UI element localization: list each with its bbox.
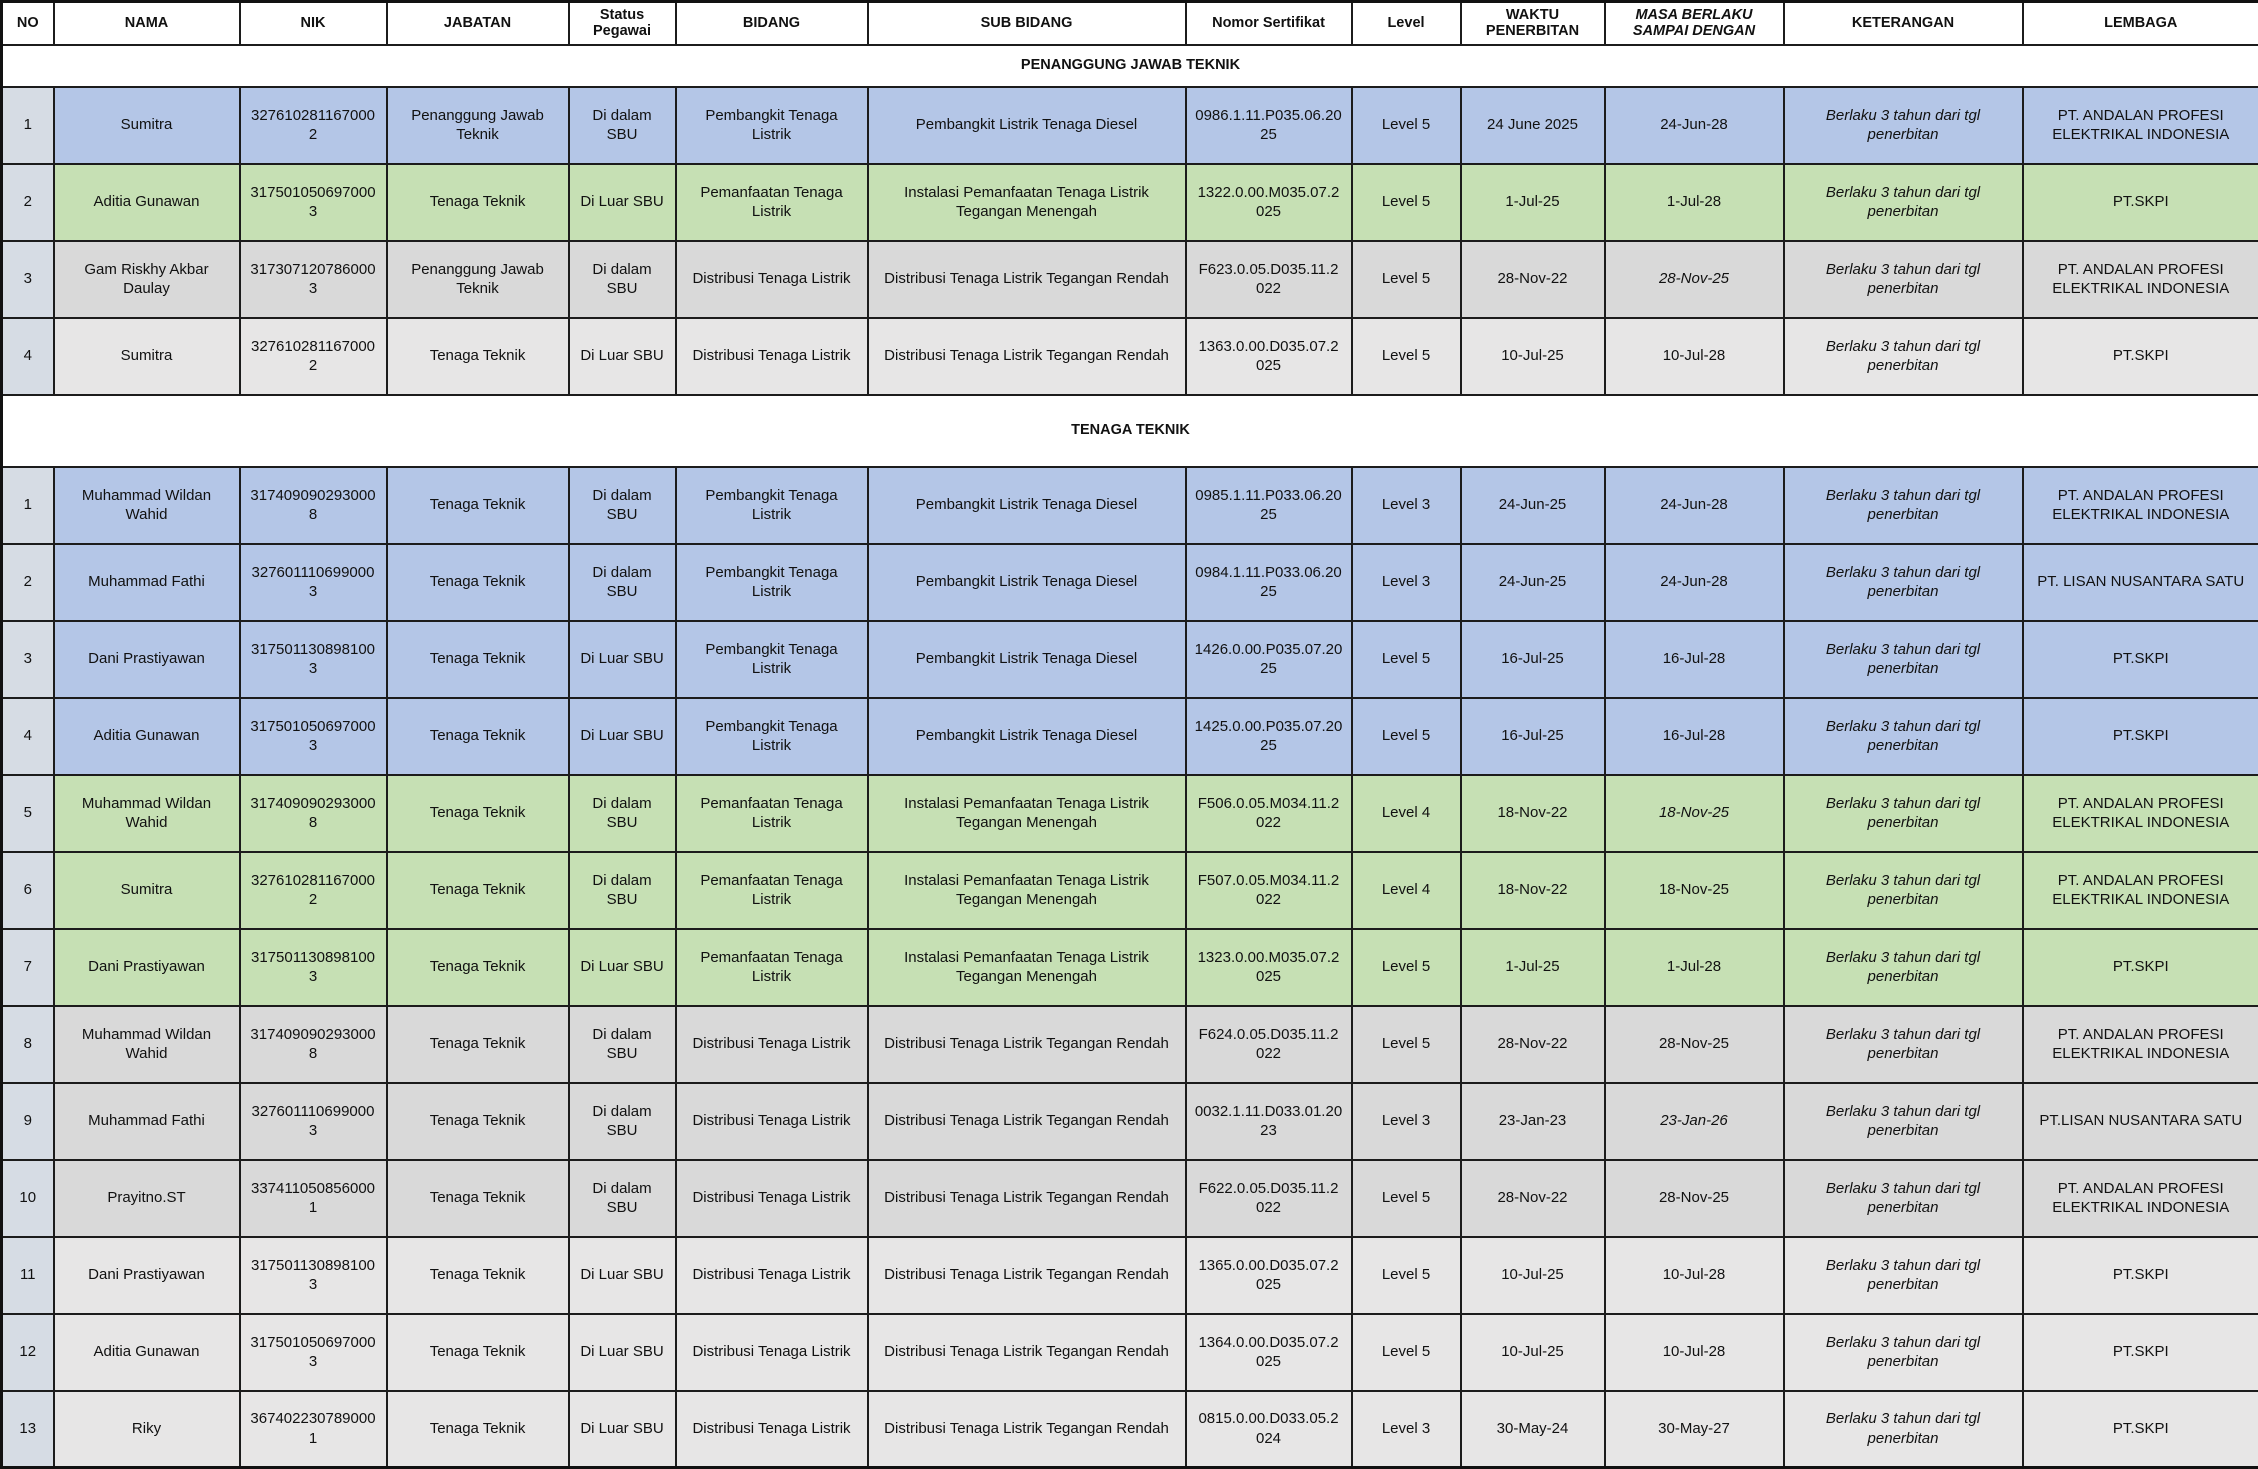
cell-lembaga: PT. LISAN NUSANTARA SATU	[2023, 544, 2258, 621]
table-row	[2, 929, 2258, 1006]
cell-status: Di Luar SBU	[569, 1314, 676, 1391]
cell-no: 1	[2, 87, 54, 164]
cell-lembaga: PT. ANDALAN PROFESI ELEKTRIKAL INDONESIA	[2023, 775, 2258, 852]
cell-bidang: Pembangkit Tenaga Listrik	[676, 87, 868, 164]
cell-level: Level 5	[1352, 698, 1461, 775]
cell-keterangan: Berlaku 3 tahun dari tgl penerbitan	[1784, 775, 2023, 852]
cell-sub_bidang: Pembangkit Listrik Tenaga Diesel	[868, 467, 1186, 544]
cell-waktu_penerbitan: 24-Jun-25	[1461, 467, 1605, 544]
cell-sub_bidang: Distribusi Tenaga Listrik Tegangan Rendah	[868, 1391, 1186, 1468]
cell-sub_bidang: Pembangkit Listrik Tenaga Diesel	[868, 87, 1186, 164]
cell-bidang: Distribusi Tenaga Listrik	[676, 1237, 868, 1314]
cell-nama: Muhammad Wildan Wahid	[54, 775, 240, 852]
cell-keterangan: Berlaku 3 tahun dari tgl penerbitan	[1784, 1391, 2023, 1468]
cell-jabatan: Tenaga Teknik	[387, 775, 569, 852]
cell-keterangan: Berlaku 3 tahun dari tgl penerbitan	[1784, 1237, 2023, 1314]
cell-jabatan: Tenaga Teknik	[387, 1391, 569, 1468]
table-row	[2, 621, 2258, 698]
cell-masa_berlaku: 28-Nov-25	[1605, 241, 1784, 318]
column-header-no: NO	[2, 2, 54, 45]
cell-nama: Gam Riskhy Akbar Daulay	[54, 241, 240, 318]
cell-masa_berlaku: 24-Jun-28	[1605, 544, 1784, 621]
cell-jabatan: Tenaga Teknik	[387, 698, 569, 775]
cell-no: 5	[2, 775, 54, 852]
cell-nama: Dani Prastiyawan	[54, 929, 240, 1006]
column-header-waktu_penerbitan: WAKTU PENERBITAN	[1461, 2, 1605, 45]
cell-bidang: Pemanfaatan Tenaga Listrik	[676, 929, 868, 1006]
cell-masa_berlaku: 16-Jul-28	[1605, 698, 1784, 775]
cell-level: Level 3	[1352, 467, 1461, 544]
cell-lembaga: PT.SKPI	[2023, 1237, 2258, 1314]
cell-waktu_penerbitan: 28-Nov-22	[1461, 1006, 1605, 1083]
cell-lembaga: PT.SKPI	[2023, 929, 2258, 1006]
cell-sub_bidang: Pembangkit Listrik Tenaga Diesel	[868, 698, 1186, 775]
section-title: TENAGA TEKNIK	[2, 395, 2258, 467]
cell-masa_berlaku: 18-Nov-25	[1605, 852, 1784, 929]
cell-bidang: Distribusi Tenaga Listrik	[676, 241, 868, 318]
cell-jabatan: Tenaga Teknik	[387, 164, 569, 241]
cell-keterangan: Berlaku 3 tahun dari tgl penerbitan	[1784, 1006, 2023, 1083]
cell-nik: 3175011308981003	[240, 1237, 387, 1314]
cell-nik: 3374110508560001	[240, 1160, 387, 1237]
cell-masa_berlaku: 16-Jul-28	[1605, 621, 1784, 698]
table-header	[2, 2, 2258, 45]
cell-status: Di dalam SBU	[569, 241, 676, 318]
cell-nomor_sertifikat: F506.0.05.M034.11.2022	[1186, 775, 1352, 852]
cell-no: 9	[2, 1083, 54, 1160]
cell-waktu_penerbitan: 18-Nov-22	[1461, 852, 1605, 929]
column-header-status: Status Pegawai	[569, 2, 676, 45]
table-row	[2, 698, 2258, 775]
cell-nik: 3276011106990003	[240, 544, 387, 621]
table-row	[2, 1006, 2258, 1083]
cell-level: Level 3	[1352, 544, 1461, 621]
cell-level: Level 5	[1352, 1314, 1461, 1391]
cell-no: 4	[2, 698, 54, 775]
cell-lembaga: PT.SKPI	[2023, 1314, 2258, 1391]
cell-nik: 3276011106990003	[240, 1083, 387, 1160]
cell-nomor_sertifikat: 1365.0.00.D035.07.2025	[1186, 1237, 1352, 1314]
cell-status: Di dalam SBU	[569, 1006, 676, 1083]
table-row	[2, 775, 2258, 852]
cell-lembaga: PT.SKPI	[2023, 318, 2258, 395]
cell-no: 13	[2, 1391, 54, 1468]
cell-nomor_sertifikat: F623.0.05.D035.11.2022	[1186, 241, 1352, 318]
cell-nomor_sertifikat: F507.0.05.M034.11.2022	[1186, 852, 1352, 929]
cell-bidang: Distribusi Tenaga Listrik	[676, 1083, 868, 1160]
cell-lembaga: PT.SKPI	[2023, 1391, 2258, 1468]
cell-status: Di dalam SBU	[569, 852, 676, 929]
table-row	[2, 1237, 2258, 1314]
cell-masa_berlaku: 30-May-27	[1605, 1391, 1784, 1468]
cell-level: Level 5	[1352, 929, 1461, 1006]
cell-no: 4	[2, 318, 54, 395]
cell-nama: Dani Prastiyawan	[54, 1237, 240, 1314]
cell-nomor_sertifikat: 0985.1.11.P033.06.2025	[1186, 467, 1352, 544]
cell-nik: 3175010506970003	[240, 1314, 387, 1391]
cell-level: Level 5	[1352, 1006, 1461, 1083]
cell-nik: 3174090902930008	[240, 775, 387, 852]
column-header-sub_bidang: SUB BIDANG	[868, 2, 1186, 45]
cell-level: Level 4	[1352, 852, 1461, 929]
cell-nomor_sertifikat: F624.0.05.D035.11.2022	[1186, 1006, 1352, 1083]
cell-level: Level 5	[1352, 318, 1461, 395]
cell-bidang: Distribusi Tenaga Listrik	[676, 1006, 868, 1083]
cell-lembaga: PT.SKPI	[2023, 698, 2258, 775]
table-row	[2, 318, 2258, 395]
cell-lembaga: PT.LISAN NUSANTARA SATU	[2023, 1083, 2258, 1160]
cell-status: Di dalam SBU	[569, 1160, 676, 1237]
cell-no: 3	[2, 241, 54, 318]
section-header-row	[2, 45, 2258, 87]
cell-jabatan: Tenaga Teknik	[387, 1083, 569, 1160]
cell-no: 8	[2, 1006, 54, 1083]
cell-jabatan: Penanggung Jawab Teknik	[387, 241, 569, 318]
cell-waktu_penerbitan: 10-Jul-25	[1461, 1314, 1605, 1391]
cell-no: 1	[2, 467, 54, 544]
cell-sub_bidang: Distribusi Tenaga Listrik Tegangan Rendah	[868, 1083, 1186, 1160]
cell-status: Di dalam SBU	[569, 87, 676, 164]
cell-masa_berlaku: 10-Jul-28	[1605, 1237, 1784, 1314]
cell-nomor_sertifikat: 0984.1.11.P033.06.2025	[1186, 544, 1352, 621]
cell-nik: 3276102811670002	[240, 87, 387, 164]
cell-nama: Aditia Gunawan	[54, 164, 240, 241]
table-row	[2, 164, 2258, 241]
cell-bidang: Distribusi Tenaga Listrik	[676, 1314, 868, 1391]
cell-jabatan: Tenaga Teknik	[387, 621, 569, 698]
cell-keterangan: Berlaku 3 tahun dari tgl penerbitan	[1784, 241, 2023, 318]
cell-nama: Aditia Gunawan	[54, 1314, 240, 1391]
cell-nik: 3175011308981003	[240, 929, 387, 1006]
cell-nama: Prayitno.ST	[54, 1160, 240, 1237]
table-body	[2, 45, 2258, 1468]
cell-nik: 3276102811670002	[240, 852, 387, 929]
cell-waktu_penerbitan: 1-Jul-25	[1461, 929, 1605, 1006]
cell-sub_bidang: Distribusi Tenaga Listrik Tegangan Rendah	[868, 1237, 1186, 1314]
table-row	[2, 544, 2258, 621]
section-header-row	[2, 395, 2258, 467]
cell-nomor_sertifikat: 1363.0.00.D035.07.2025	[1186, 318, 1352, 395]
cell-nomor_sertifikat: 1364.0.00.D035.07.2025	[1186, 1314, 1352, 1391]
cell-waktu_penerbitan: 16-Jul-25	[1461, 621, 1605, 698]
table-row	[2, 1083, 2258, 1160]
table-row	[2, 87, 2258, 164]
cell-bidang: Pemanfaatan Tenaga Listrik	[676, 852, 868, 929]
cell-waktu_penerbitan: 24 June 2025	[1461, 87, 1605, 164]
cell-status: Di dalam SBU	[569, 1083, 676, 1160]
cell-nik: 3175010506970003	[240, 164, 387, 241]
cell-nomor_sertifikat: 1426.0.00.P035.07.2025	[1186, 621, 1352, 698]
cell-jabatan: Tenaga Teknik	[387, 1006, 569, 1083]
cell-sub_bidang: Instalasi Pemanfaatan Tenaga Listrik Tegangan Menengah	[868, 929, 1186, 1006]
cell-nik: 3173071207860003	[240, 241, 387, 318]
cell-status: Di Luar SBU	[569, 621, 676, 698]
cell-waktu_penerbitan: 1-Jul-25	[1461, 164, 1605, 241]
cell-level: Level 5	[1352, 1160, 1461, 1237]
cell-bidang: Distribusi Tenaga Listrik	[676, 1160, 868, 1237]
cell-jabatan: Tenaga Teknik	[387, 1160, 569, 1237]
cell-keterangan: Berlaku 3 tahun dari tgl penerbitan	[1784, 621, 2023, 698]
cell-sub_bidang: Instalasi Pemanfaatan Tenaga Listrik Tegangan Menengah	[868, 164, 1186, 241]
cell-waktu_penerbitan: 28-Nov-22	[1461, 1160, 1605, 1237]
cell-nomor_sertifikat: 0032.1.11.D033.01.2023	[1186, 1083, 1352, 1160]
cell-keterangan: Berlaku 3 tahun dari tgl penerbitan	[1784, 544, 2023, 621]
cell-nama: Dani Prastiyawan	[54, 621, 240, 698]
cell-keterangan: Berlaku 3 tahun dari tgl penerbitan	[1784, 164, 2023, 241]
cell-masa_berlaku: 28-Nov-25	[1605, 1160, 1784, 1237]
column-header-keterangan: KETERANGAN	[1784, 2, 2023, 45]
cell-nik: 3276102811670002	[240, 318, 387, 395]
cell-nomor_sertifikat: 0986.1.11.P035.06.2025	[1186, 87, 1352, 164]
cell-sub_bidang: Pembangkit Listrik Tenaga Diesel	[868, 621, 1186, 698]
cell-sub_bidang: Distribusi Tenaga Listrik Tegangan Rendah	[868, 1160, 1186, 1237]
cell-lembaga: PT. ANDALAN PROFESI ELEKTRIKAL INDONESIA	[2023, 1006, 2258, 1083]
cell-status: Di Luar SBU	[569, 929, 676, 1006]
section-title: PENANGGUNG JAWAB TEKNIK	[2, 45, 2258, 87]
cell-bidang: Pembangkit Tenaga Listrik	[676, 544, 868, 621]
cell-bidang: Pembangkit Tenaga Listrik	[676, 698, 868, 775]
cell-nama: Sumitra	[54, 852, 240, 929]
cell-jabatan: Tenaga Teknik	[387, 544, 569, 621]
cell-masa_berlaku: 1-Jul-28	[1605, 929, 1784, 1006]
cell-keterangan: Berlaku 3 tahun dari tgl penerbitan	[1784, 1083, 2023, 1160]
cell-waktu_penerbitan: 24-Jun-25	[1461, 544, 1605, 621]
cell-lembaga: PT. ANDALAN PROFESI ELEKTRIKAL INDONESIA	[2023, 241, 2258, 318]
cell-no: 6	[2, 852, 54, 929]
cell-no: 7	[2, 929, 54, 1006]
cell-level: Level 5	[1352, 1237, 1461, 1314]
cell-level: Level 5	[1352, 621, 1461, 698]
table-row	[2, 1391, 2258, 1468]
cell-level: Level 3	[1352, 1083, 1461, 1160]
header-row	[2, 2, 2258, 45]
cell-keterangan: Berlaku 3 tahun dari tgl penerbitan	[1784, 698, 2023, 775]
cell-status: Di Luar SBU	[569, 1237, 676, 1314]
cell-no: 10	[2, 1160, 54, 1237]
cell-status: Di dalam SBU	[569, 544, 676, 621]
cell-nomor_sertifikat: 1425.0.00.P035.07.2025	[1186, 698, 1352, 775]
cell-sub_bidang: Pembangkit Listrik Tenaga Diesel	[868, 544, 1186, 621]
cell-lembaga: PT. ANDALAN PROFESI ELEKTRIKAL INDONESIA	[2023, 852, 2258, 929]
cell-level: Level 5	[1352, 164, 1461, 241]
cell-bidang: Pembangkit Tenaga Listrik	[676, 467, 868, 544]
cell-level: Level 4	[1352, 775, 1461, 852]
cell-keterangan: Berlaku 3 tahun dari tgl penerbitan	[1784, 929, 2023, 1006]
cell-no: 2	[2, 164, 54, 241]
cell-status: Di dalam SBU	[569, 775, 676, 852]
cell-lembaga: PT. ANDALAN PROFESI ELEKTRIKAL INDONESIA	[2023, 87, 2258, 164]
cell-jabatan: Tenaga Teknik	[387, 467, 569, 544]
cell-lembaga: PT. ANDALAN PROFESI ELEKTRIKAL INDONESIA	[2023, 467, 2258, 544]
cell-waktu_penerbitan: 23-Jan-23	[1461, 1083, 1605, 1160]
cell-masa_berlaku: 10-Jul-28	[1605, 1314, 1784, 1391]
cell-sub_bidang: Distribusi Tenaga Listrik Tegangan Rendah	[868, 241, 1186, 318]
cell-lembaga: PT. ANDALAN PROFESI ELEKTRIKAL INDONESIA	[2023, 1160, 2258, 1237]
cell-nama: Riky	[54, 1391, 240, 1468]
column-header-nomor_sertifikat: Nomor Sertifikat	[1186, 2, 1352, 45]
column-header-masa_berlaku: MASA BERLAKU SAMPAI DENGAN	[1605, 2, 1784, 45]
cell-nik: 3174090902930008	[240, 467, 387, 544]
cell-masa_berlaku: 24-Jun-28	[1605, 467, 1784, 544]
cell-lembaga: PT.SKPI	[2023, 164, 2258, 241]
cell-keterangan: Berlaku 3 tahun dari tgl penerbitan	[1784, 1314, 2023, 1391]
cell-nik: 3674022307890001	[240, 1391, 387, 1468]
cell-nomor_sertifikat: 0815.0.00.D033.05.2024	[1186, 1391, 1352, 1468]
cell-waktu_penerbitan: 16-Jul-25	[1461, 698, 1605, 775]
cell-nomor_sertifikat: 1323.0.00.M035.07.2025	[1186, 929, 1352, 1006]
cell-waktu_penerbitan: 28-Nov-22	[1461, 241, 1605, 318]
cell-masa_berlaku: 28-Nov-25	[1605, 1006, 1784, 1083]
cell-masa_berlaku: 18-Nov-25	[1605, 775, 1784, 852]
cell-no: 12	[2, 1314, 54, 1391]
cell-sub_bidang: Distribusi Tenaga Listrik Tegangan Rendah	[868, 1314, 1186, 1391]
cell-no: 3	[2, 621, 54, 698]
cell-sub_bidang: Distribusi Tenaga Listrik Tegangan Rendah	[868, 1006, 1186, 1083]
cell-status: Di Luar SBU	[569, 1391, 676, 1468]
table-row	[2, 1314, 2258, 1391]
cell-bidang: Distribusi Tenaga Listrik	[676, 1391, 868, 1468]
cell-keterangan: Berlaku 3 tahun dari tgl penerbitan	[1784, 852, 2023, 929]
cell-nik: 3175011308981003	[240, 621, 387, 698]
cell-jabatan: Penanggung Jawab Teknik	[387, 87, 569, 164]
cell-nik: 3175010506970003	[240, 698, 387, 775]
cell-nama: Aditia Gunawan	[54, 698, 240, 775]
cell-bidang: Pemanfaatan Tenaga Listrik	[676, 775, 868, 852]
cell-nomor_sertifikat: 1322.0.00.M035.07.2025	[1186, 164, 1352, 241]
cell-masa_berlaku: 24-Jun-28	[1605, 87, 1784, 164]
cell-sub_bidang: Instalasi Pemanfaatan Tenaga Listrik Tegangan Menengah	[868, 852, 1186, 929]
column-header-nama: NAMA	[54, 2, 240, 45]
cell-masa_berlaku: 23-Jan-26	[1605, 1083, 1784, 1160]
column-header-nik: NIK	[240, 2, 387, 45]
cell-status: Di Luar SBU	[569, 698, 676, 775]
cell-no: 11	[2, 1237, 54, 1314]
cell-keterangan: Berlaku 3 tahun dari tgl penerbitan	[1784, 318, 2023, 395]
table-row	[2, 467, 2258, 544]
table-row	[2, 1160, 2258, 1237]
cell-waktu_penerbitan: 10-Jul-25	[1461, 1237, 1605, 1314]
cell-nama: Sumitra	[54, 87, 240, 164]
cell-masa_berlaku: 10-Jul-28	[1605, 318, 1784, 395]
column-header-bidang: BIDANG	[676, 2, 868, 45]
cell-waktu_penerbitan: 30-May-24	[1461, 1391, 1605, 1468]
cell-nik: 3174090902930008	[240, 1006, 387, 1083]
cell-jabatan: Tenaga Teknik	[387, 1237, 569, 1314]
cell-nama: Muhammad Wildan Wahid	[54, 467, 240, 544]
column-header-lembaga: LEMBAGA	[2023, 2, 2258, 45]
cell-nomor_sertifikat: F622.0.05.D035.11.2022	[1186, 1160, 1352, 1237]
cell-status: Di Luar SBU	[569, 164, 676, 241]
cell-waktu_penerbitan: 18-Nov-22	[1461, 775, 1605, 852]
cell-nama: Sumitra	[54, 318, 240, 395]
cell-status: Di dalam SBU	[569, 467, 676, 544]
column-header-level: Level	[1352, 2, 1461, 45]
table-row	[2, 852, 2258, 929]
cell-status: Di Luar SBU	[569, 318, 676, 395]
cell-nama: Muhammad Fathi	[54, 544, 240, 621]
cell-jabatan: Tenaga Teknik	[387, 852, 569, 929]
cell-sub_bidang: Distribusi Tenaga Listrik Tegangan Rendah	[868, 318, 1186, 395]
cell-masa_berlaku: 1-Jul-28	[1605, 164, 1784, 241]
table-row	[2, 241, 2258, 318]
cell-nama: Muhammad Fathi	[54, 1083, 240, 1160]
cell-keterangan: Berlaku 3 tahun dari tgl penerbitan	[1784, 87, 2023, 164]
cell-jabatan: Tenaga Teknik	[387, 1314, 569, 1391]
cell-jabatan: Tenaga Teknik	[387, 318, 569, 395]
cell-jabatan: Tenaga Teknik	[387, 929, 569, 1006]
cell-level: Level 3	[1352, 1391, 1461, 1468]
cell-sub_bidang: Instalasi Pemanfaatan Tenaga Listrik Tegangan Menengah	[868, 775, 1186, 852]
cell-waktu_penerbitan: 10-Jul-25	[1461, 318, 1605, 395]
cell-bidang: Pemanfaatan Tenaga Listrik	[676, 164, 868, 241]
cell-bidang: Distribusi Tenaga Listrik	[676, 318, 868, 395]
cell-keterangan: Berlaku 3 tahun dari tgl penerbitan	[1784, 1160, 2023, 1237]
column-header-jabatan: JABATAN	[387, 2, 569, 45]
cell-lembaga: PT.SKPI	[2023, 621, 2258, 698]
cell-no: 2	[2, 544, 54, 621]
cell-level: Level 5	[1352, 241, 1461, 318]
cell-bidang: Pembangkit Tenaga Listrik	[676, 621, 868, 698]
cell-nama: Muhammad Wildan Wahid	[54, 1006, 240, 1083]
cell-level: Level 5	[1352, 87, 1461, 164]
cell-keterangan: Berlaku 3 tahun dari tgl penerbitan	[1784, 467, 2023, 544]
